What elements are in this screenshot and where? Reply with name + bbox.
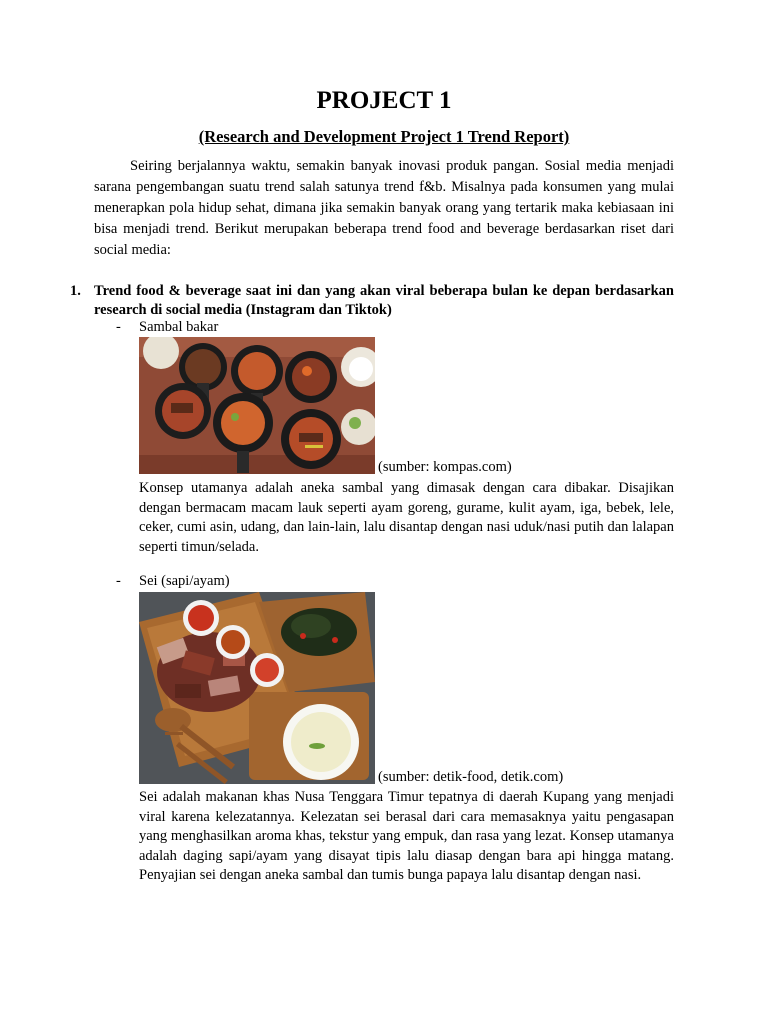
item-sei <box>116 572 230 591</box>
page-subtitle: (Research and Development Project 1 Trend Report) <box>198 127 570 146</box>
item-label: Sei (sapi/ayam) <box>139 573 230 589</box>
sambal-bakar-source: (sumber: kompas.com) <box>378 459 512 475</box>
page-title: PROJECT 1 <box>316 87 452 114</box>
item-bullet: - <box>116 573 121 589</box>
sei-description: Sei adalah makanan khas Nusa Tenggara Timur tepatnya di daerah Kupang yang menjadi viral karena kelezatannya. Kelezatan sei berasal dari cara memasaknya yaitu pengasapan yang menghasilkan aroma khas, tekstur yang empuk, dan rasa yang lezat. Konsep utamanya adalah daging sapi/ayam yang disayat tipis lalu diasap dengan bara api hingga matang. Penyajian sei dengan aneka sambal dan tumis bunga papaya lalu disantap dengan nasi. <box>139 789 674 884</box>
section-heading <box>70 282 674 320</box>
item-label: Sambal bakar <box>139 319 219 335</box>
intro-paragraph: Seiring berjalannya waktu, semakin banyak inovasi produk pangan. Sosial media menjadi sarana pengembangan suatu trend salah satunya trend f&b. Misalnya pada konsumen yang mulai menerapkan pola hidup sehat, dimana jika semakin banyak orang yang tertarik maka kebiasaan ini bisa menjadi trend. Berikut merupakan beberapa trend food and beverage berdasarkan riset dari social media: <box>94 158 674 258</box>
section-number: 1. <box>70 283 81 299</box>
item-bullet: - <box>116 319 121 335</box>
sei-source: (sumber: detik-food, detik.com) <box>378 769 564 785</box>
item-sambal-bakar <box>116 318 218 337</box>
section-heading-text: Trend food & beverage saat ini dan yang akan viral beberapa bulan ke depan berdasarkan research di social media (Instagram dan Tiktok) <box>94 283 674 318</box>
sei-photo <box>139 592 375 784</box>
sambal-bakar-description: Konsep utamanya adalah aneka sambal yang dimasak dengan cara dibakar. Disajikan dengan bermacam macam lauk seperti ayam goreng, gurame, kulit ayam, iga, bebek, lele, ceker, cumi asin, udang, dan lain-lain, lalu disantap dengan nasi uduk/nasi putih dan lalapan seperti timun/selada. <box>139 480 674 555</box>
sambal-bakar-photo <box>139 337 375 474</box>
